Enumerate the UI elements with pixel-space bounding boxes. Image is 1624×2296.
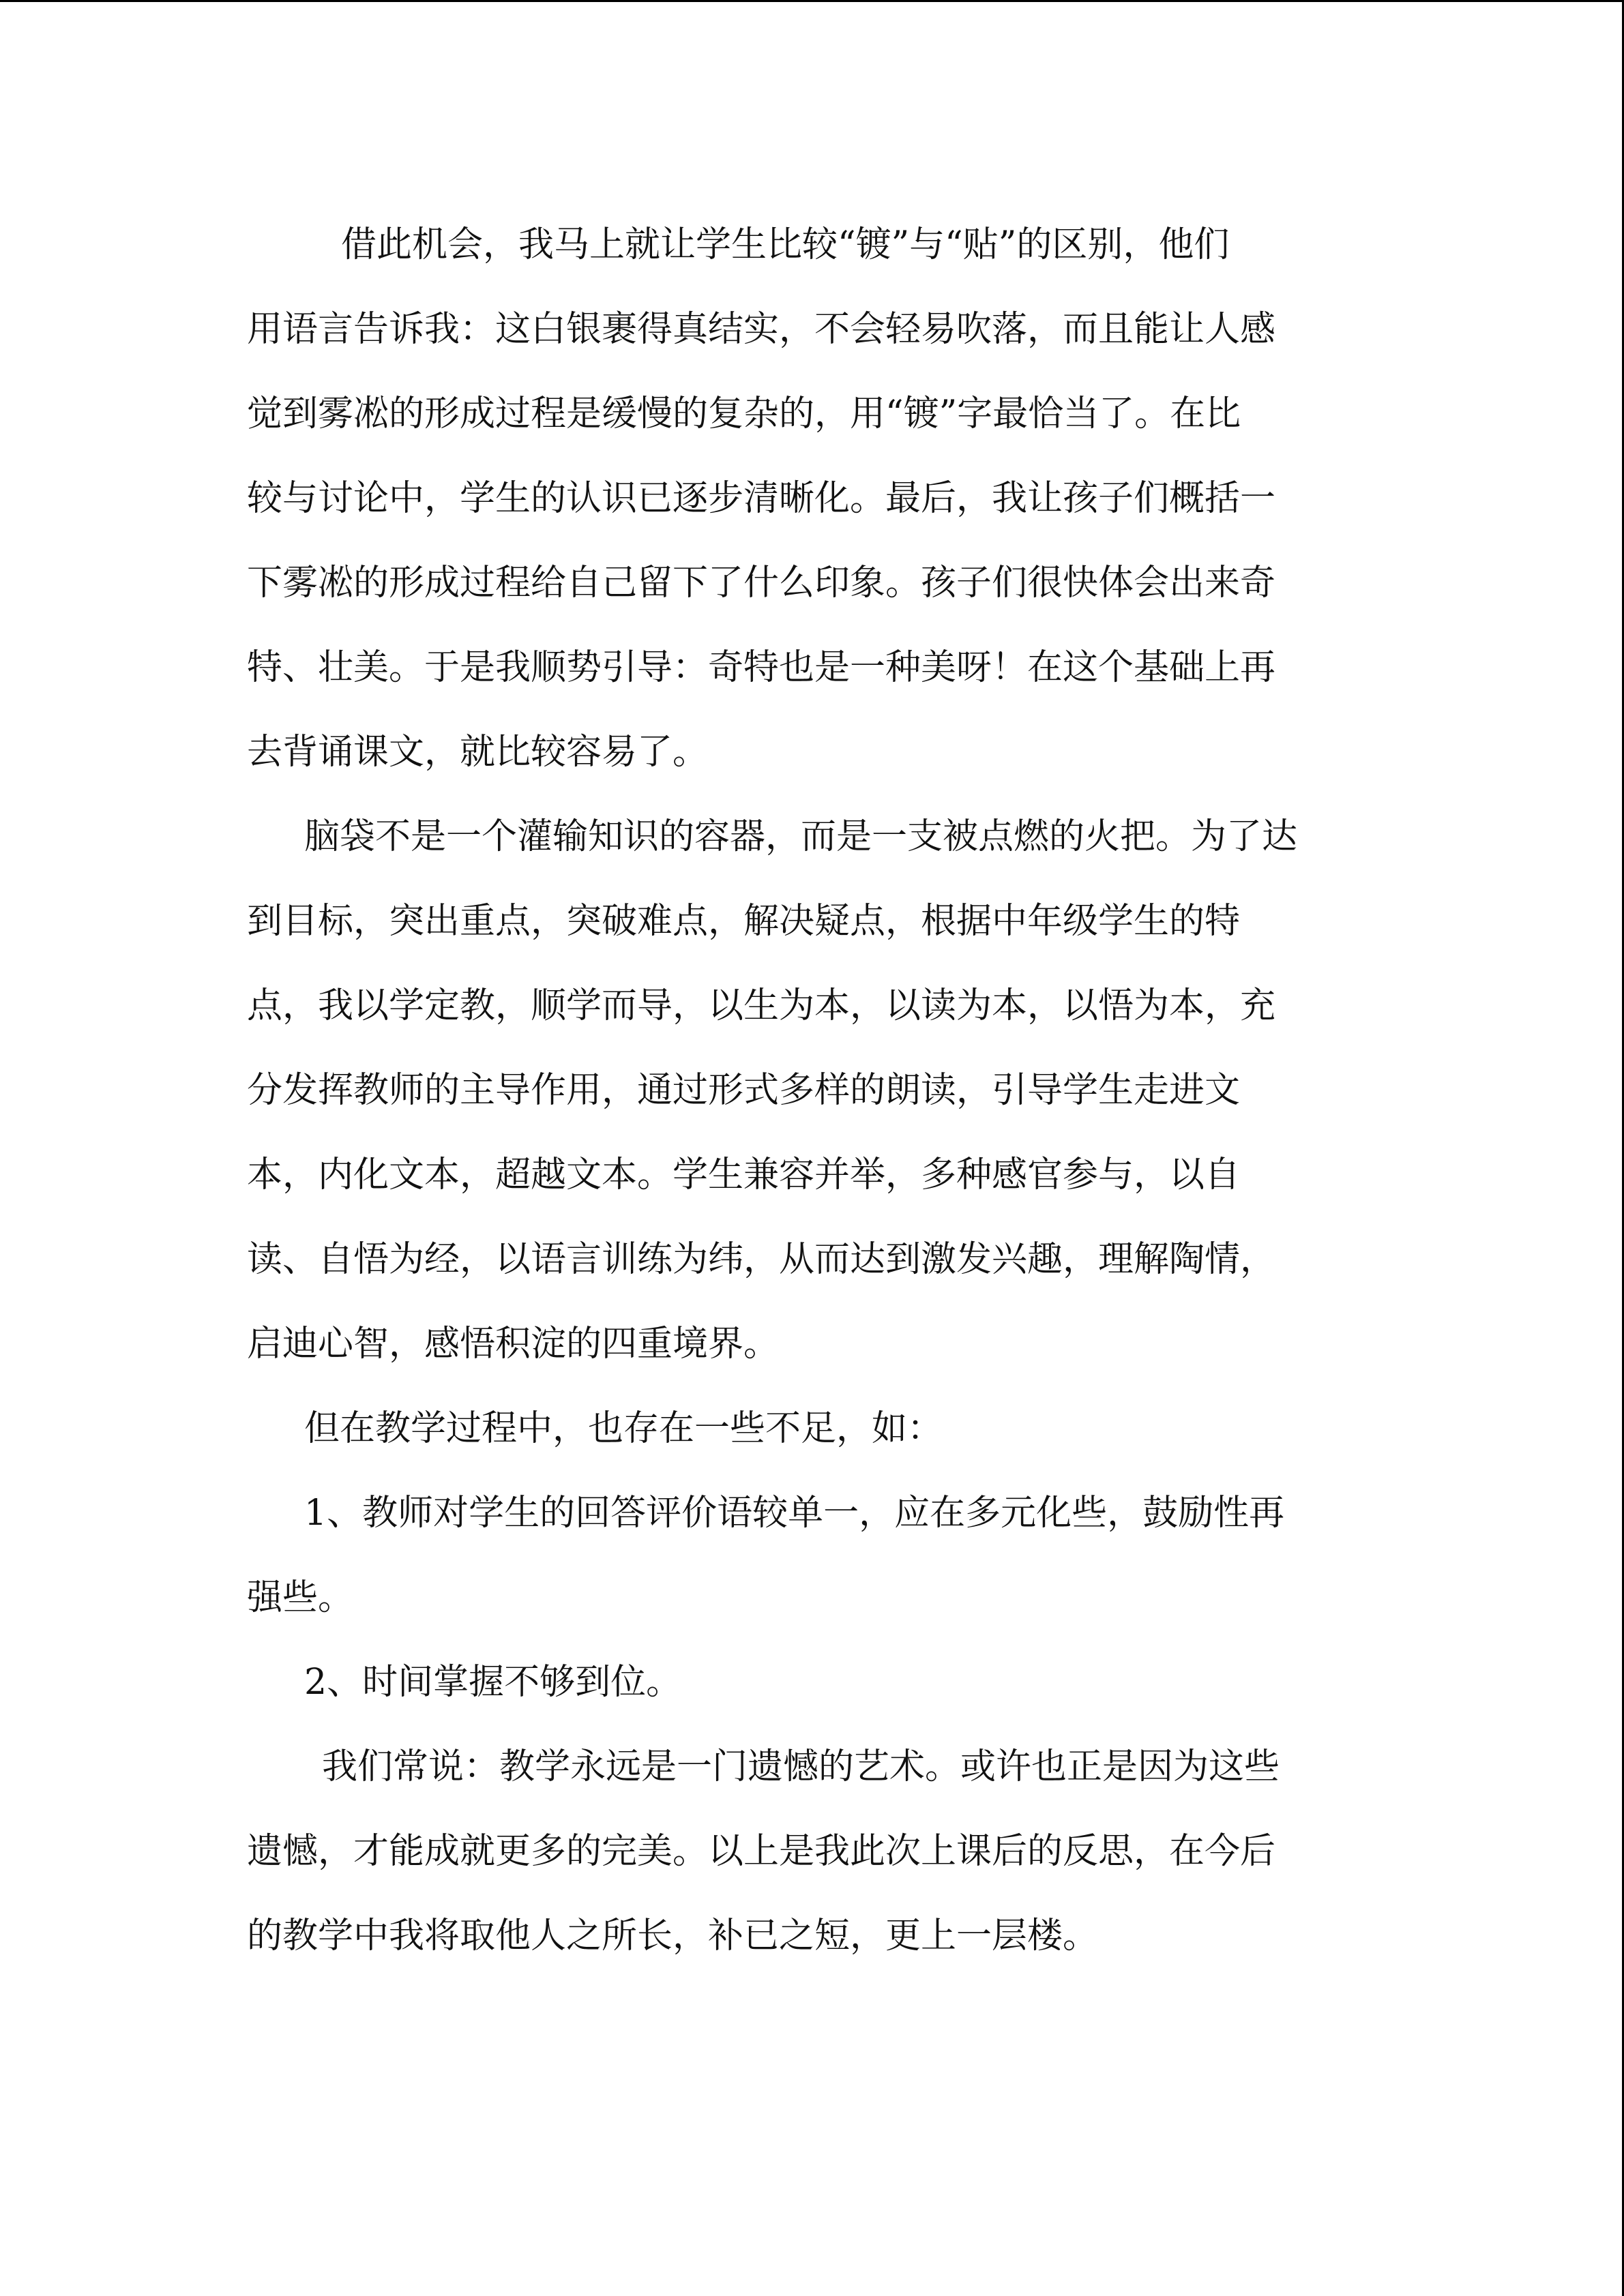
text-line: 本，内化文本，超越文本。学生兼容并举，多种感官参与，以自 (247, 1154, 1241, 1195)
text-line: 遗憾，才能成就更多的完美。以上是我此次上课后的反思，在今后 (247, 1831, 1276, 1872)
text-line: 到目标，突出重点，突破难点，解决疑点，根据中年级学生的特 (247, 901, 1241, 942)
text-line: 但在教学过程中，也存在一些不足，如： (304, 1408, 943, 1449)
text-line: 读、自悟为经，以语言训练为纬，从而达到激发兴趣，理解陶情， (247, 1239, 1276, 1280)
text-line: 2、时间掌握不够到位。 (304, 1662, 682, 1703)
text-line: 分发挥教师的主导作用，通过形式多样的朗读，引导学生走进文 (247, 1070, 1241, 1111)
text-line: 借此机会，我马上就让学生比较“镀”与“贴”的区别，他们 (341, 224, 1230, 265)
text-line: 的教学中我将取他人之所长，补已之短，更上一层楼。 (247, 1915, 1099, 1956)
text-line: 强些。 (247, 1577, 354, 1618)
page-top-border (0, 0, 1624, 2)
text-line: 脑袋不是一个灌输知识的容器，而是一支被点燃的火把。为了达 (304, 816, 1298, 857)
text-line: 1、教师对学生的回答评价语较单一，应在多元化些，鼓励性再 (304, 1493, 1285, 1534)
text-line: 去背诵课文，就比较容易了。 (247, 732, 709, 773)
text-line: 点，我以学定教，顺学而导，以生为本，以读为本，以悟为本，充 (247, 985, 1276, 1026)
text-line: 觉到雾凇的形成过程是缓慢的复杂的，用“镀”字最恰当了。在比 (247, 393, 1241, 434)
document-body (247, 203, 1378, 1978)
text-line: 较与讨论中，学生的认识已逐步清晰化。最后，我让孩子们概括一 (247, 478, 1276, 519)
text-line: 特、壮美。于是我顺势引导：奇特也是一种美呀！在这个基础上再 (247, 647, 1276, 688)
text-line: 下雾凇的形成过程给自己留下了什么印象。孩子们很快体会出来奇 (247, 563, 1276, 603)
text-line: 启迪心智，感悟积淀的四重境界。 (247, 1324, 780, 1365)
text-line: 用语言告诉我：这白银裹得真结实，不会轻易吹落，而且能让人感 (247, 309, 1276, 350)
text-line: 我们常说：教学永远是一门遗憾的艺术。或许也正是因为这些 (322, 1746, 1280, 1787)
